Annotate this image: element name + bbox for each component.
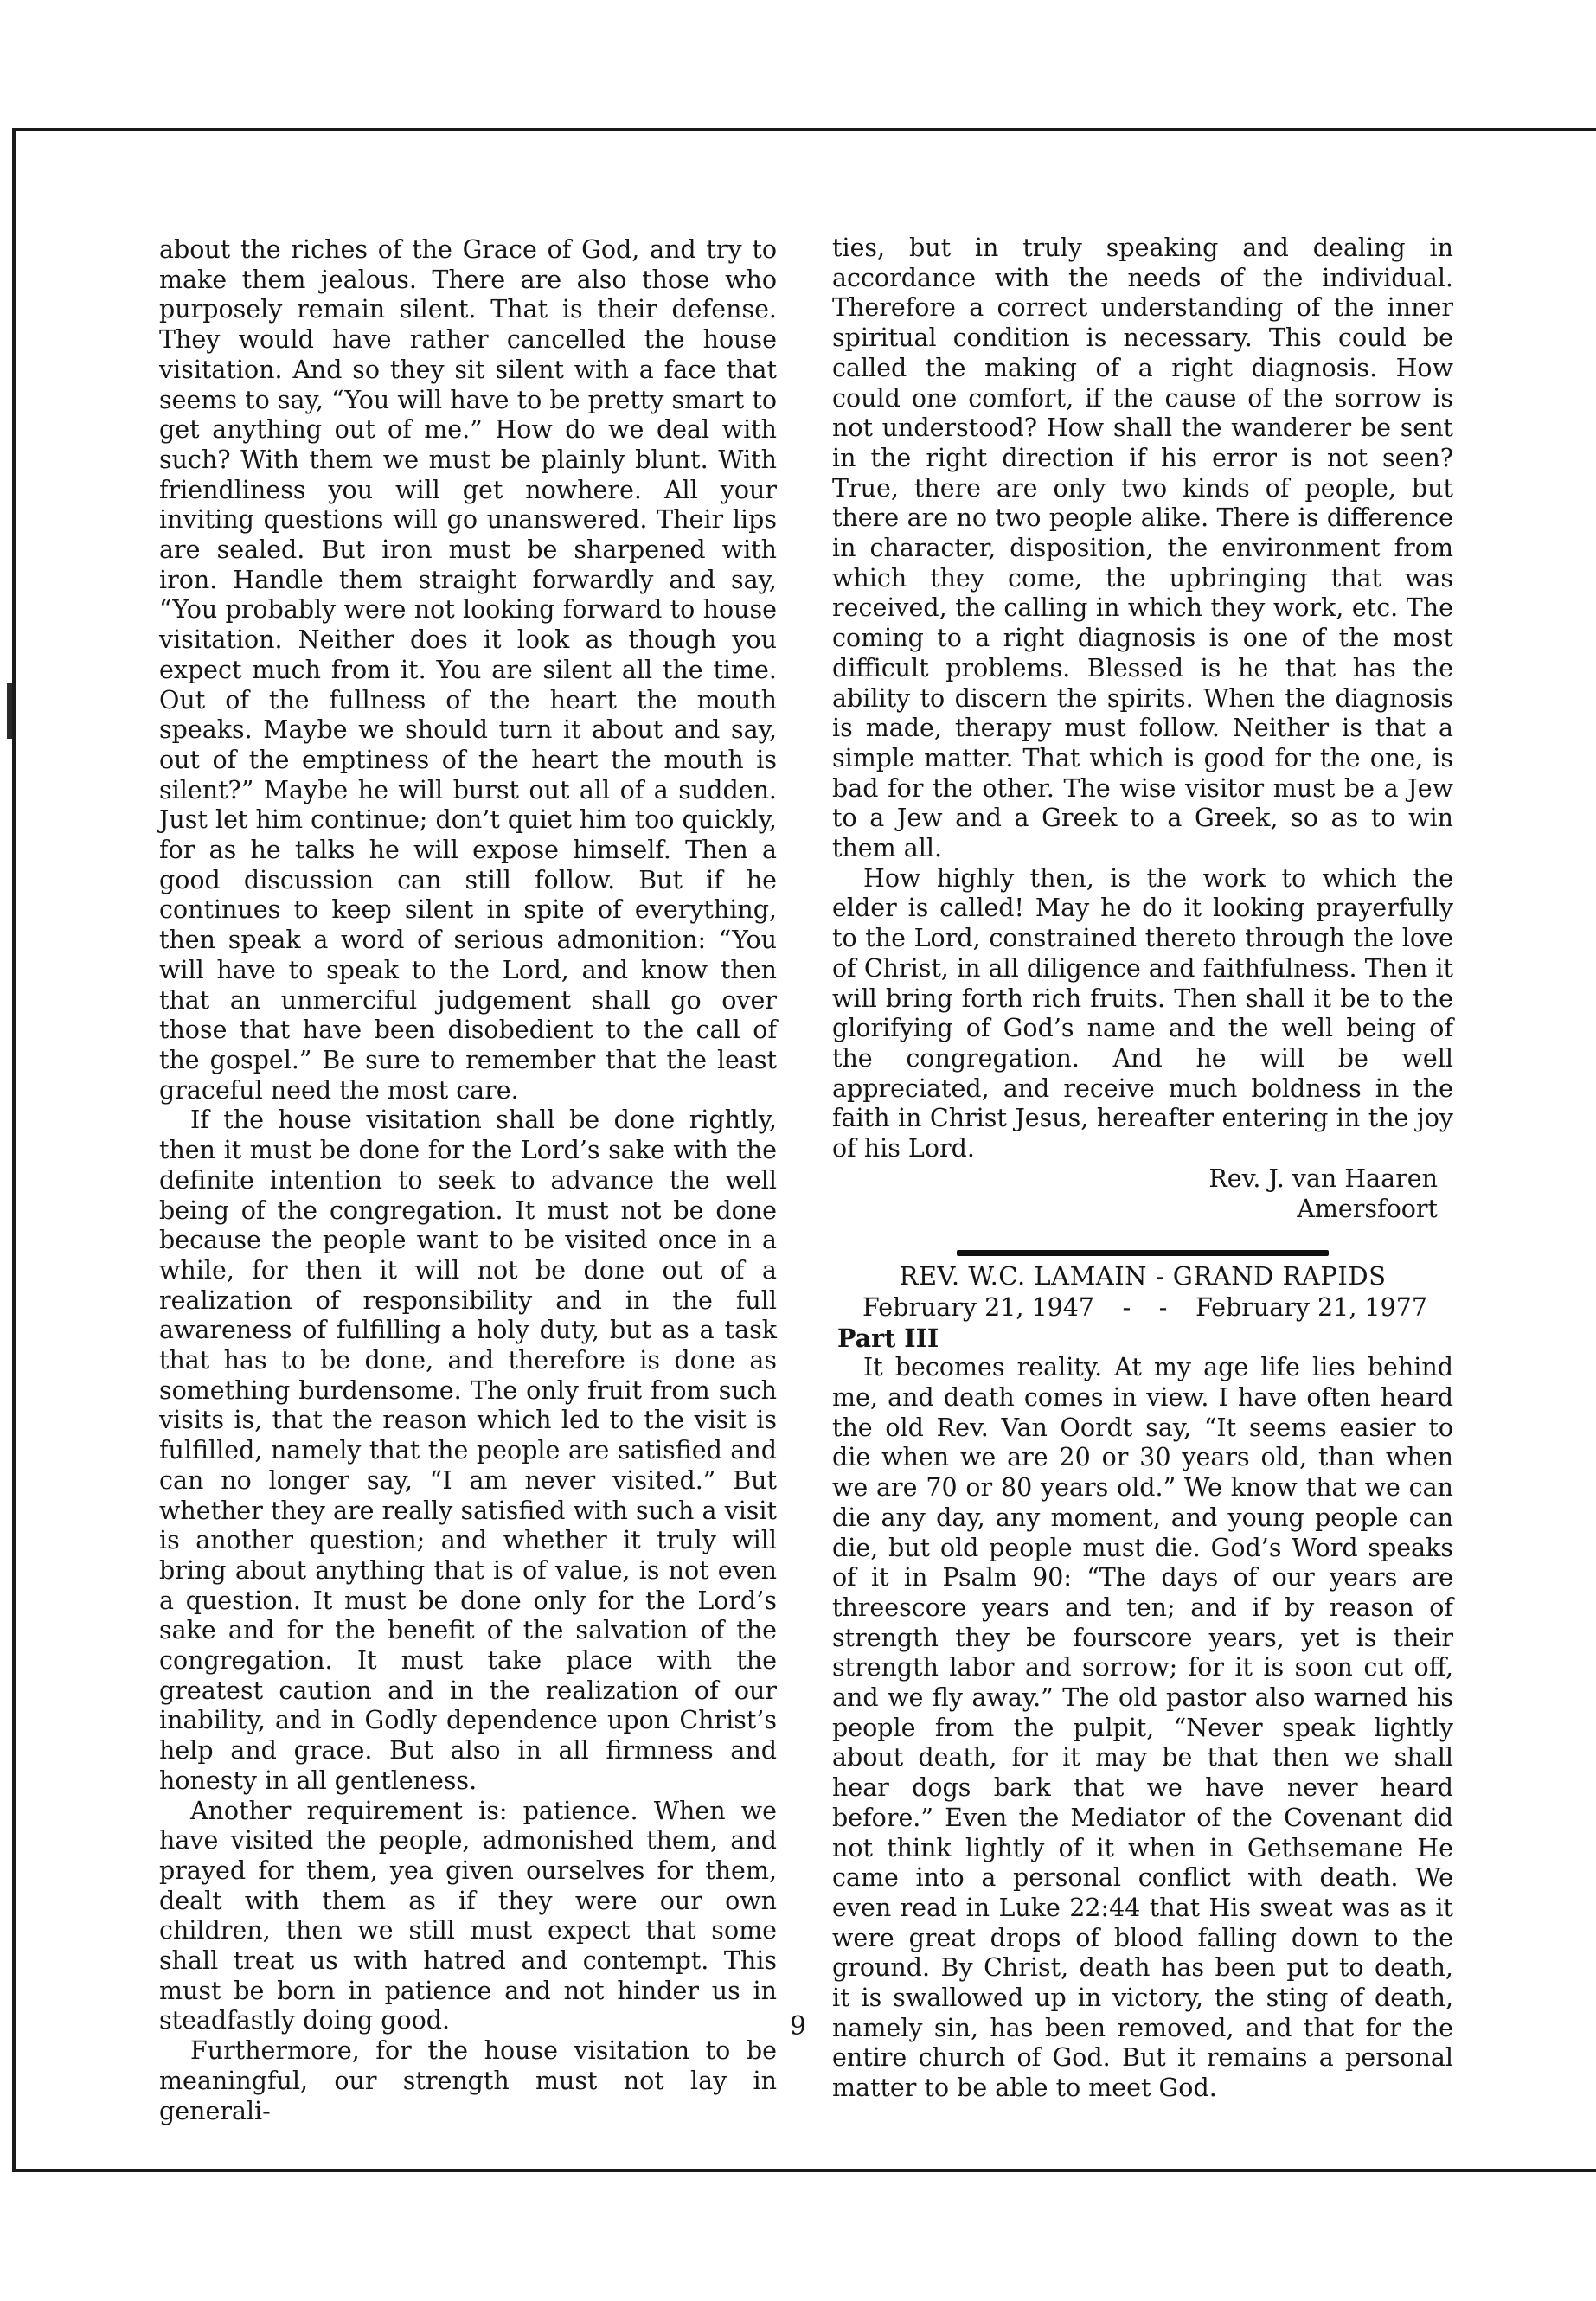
page-number: 9 <box>789 2011 807 2041</box>
paragraph: Another requirement is: patience. When we have visited the people, admonished them, and prayed for them, yea given ourselves for them, dealt with them as if they were our own children, then we still must expect that some shall treat us with hatred and contempt. This must be born in patience and not hinder us in steadfastly doing good. <box>159 1796 777 2035</box>
paragraph: about the riches of the Grace of God, and try to make them jealous. There are also those who purposely remain silent. That is their defense. They would have rather cancelled the house visitation. And so they sit silent with a face that seems to say, “You will have to be pretty smart to get anything out of me.” How do we deal with such? With them we must be plainly blunt. With friendliness you will get nowhere. All your inviting questions will go unanswered. Their lips are sealed. But iron must be sharpened with iron. Handle them straight forwardly and say, “You probably were not looking forward to house visitation. Neither does it look as though you expect much from it. You are silent all the time. Out of the fullness of the heart the mouth speaks. Maybe we should turn it about and say, out of the emptiness of the heart the mouth is silent?” Maybe he will burst out all of a sudden. Just let him continue; don’t quiet him too quickly, for as he talks he will expose himself. Then a good discussion can still follow. But if he continues to keep silent in spite of everything, then speak a word of serious admonition: “You will have to speak to the Lord, and know then that an unmerciful judgement shall go over those that have been disobedient to the call of the gospel.” Be sure to remember that the least graceful need the most care. <box>159 235 777 1105</box>
author-signature <box>832 1164 1453 1224</box>
right-column <box>832 234 1453 2104</box>
date-start: February 21, 1947 <box>862 1292 1094 1322</box>
paragraph: Furthermore, for the house visitation to be meaningful, our strength must not lay in generali- <box>159 2036 777 2125</box>
date-end: February 21, 1977 <box>1195 1292 1427 1322</box>
paragraph: If the house visitation shall be done rightly, then it must be done for the Lord’s sake with the definite intention to seek to advance the well being of the congregation. It must not be done because the people want to be visited once in a while, for then it will not be done out of a realization of responsibility and in the full awareness of fulfilling a holy duty, but as a task that has to be done, and therefore is done as something burdensome. The only fruit from such visits is, that the reason which led to the visit is fulfilled, namely that the people are satisfied and can no longer say, “I am never visited.” But whether they are really satisfied with such a visit is another question; and whether it truly will bring about anything that is of value, is not even a question. It must be done only for the Lord’s sake and for the benefit of the salvation of the congregation. It must take place with the greatest caution and in the realization of our inability, and in Godly dependence upon Christ’s help and grace. But also in all firmness and honesty in all gentleness. <box>159 1106 777 1795</box>
binding-mark <box>7 683 12 739</box>
page-border-left <box>12 128 16 2172</box>
page-border-bottom <box>12 2169 1596 2172</box>
left-column <box>159 235 777 2126</box>
paragraph: It becomes reality. At my age life lies behind me, and death comes in view. I have often heard the old Rev. Van Oordt say, “It seems easier to die when we are 20 or 30 years old, than when we are 70 or 80 years old.” We know that we can die any day, any moment, and young people can die, but old people must die. God’s Word speaks of it in Psalm 90: “The days of our years are threescore years and ten; and if by reason of strength they be fourscore years, yet is their strength labor and sorrow; for it is soon cut off, and we fly away.” The old pastor also warned his people from the pulpit, “Never speak lightly about death, for it may be that then we shall hear dogs bark that we have never heard before.” Even the Mediator of the Covenant did not think lightly of it when in Gethsemane He came into a personal conflict with death. We even read in Luke 22:44 that His sweat was as it were great drops of blood falling down to the ground. By Christ, death has been put to death, it is swallowed up in victory, the sting of death, namely sin, has been removed, and that for the entire church of God. But it remains a personal matter to be able to meet God. <box>832 1353 1453 2103</box>
date-dash: - <box>1158 1292 1168 1322</box>
date-dash: - <box>1122 1292 1131 1322</box>
author-place: Amersfoort <box>1297 1194 1438 1223</box>
author-name: Rev. J. van Haaren <box>1208 1163 1438 1193</box>
section-divider <box>957 1250 1329 1256</box>
section-title: REV. W.C. LAMAIN - GRAND RAPIDS <box>899 1261 1387 1292</box>
section-dates <box>862 1293 1427 1324</box>
paragraph: How highly then, is the work to which the elder is called! May he do it looking prayerfully to the Lord, constrained thereto through the love of Christ, in all diligence and faithfulness. Then it will bring forth rich fruits. Then shall it be to the glorifying of God’s name and the well being of the congregation. And he will be well appreciated, and receive much boldness in the faith in Christ Jesus, hereafter entering in the joy of his Lord. <box>832 863 1453 1163</box>
paragraph: ties, but in truly speaking and dealing in accordance with the needs of the individual. Therefore a correct understanding of the inner spiritual condition is necessary. This could be called the making of a right diagnosis. How could one comfort, if the cause of the sorrow is not understood? How shall the wanderer be sent in the right direction if his error is not seen? True, there are only two kinds of people, but there are no two people alike. There is difference in character, disposition, the environment from which they come, the upbringing that was received, the calling in which they work, etc. The coming to a right diagnosis is one of the most difficult problems. Blessed is he that has the ability to discern the spirits. When the diagnosis is made, therapy must follow. Neither is that a simple matter. That which is good for the one, is bad for the other. The wise visitor must be a Jew to a Jew and a Greek to a Greek, so as to win them all. <box>832 234 1453 863</box>
page-border-top <box>12 128 1596 131</box>
part-label: Part III <box>837 1323 939 1353</box>
